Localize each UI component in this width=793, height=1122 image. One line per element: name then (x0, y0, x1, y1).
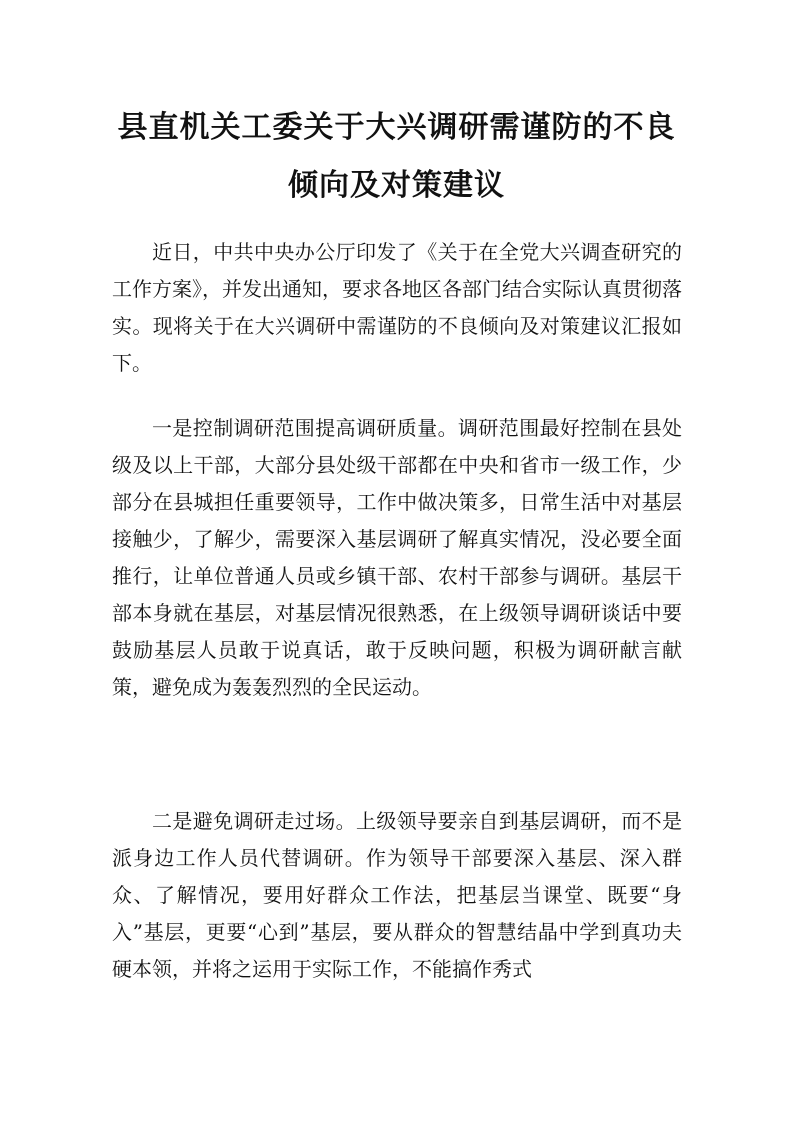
paragraph-intro (112, 234, 682, 382)
paragraph-text: 二是避免调研走过场。上级领导要亲自到基层调研，而不是派身边工作人员代替调研。作为领导干部要深入基层、深入群众、了解情况，要用好群众工作法，把基层当课堂、既要“身入”基层，更要“心到”基层，要从群众的智慧结晶中学到真功夫硬本领，并将之运用于实际工作，不能搞作秀式 (112, 809, 682, 981)
paragraph-point-one (112, 410, 682, 706)
document-title-line-1: 县直机关工委关于大兴调研需谨防的不良 (117, 110, 676, 145)
paragraph-text: 近日，中共中央办公厅印发了《关于在全党大兴调查研究的工作方案》，并发出通知，要求各地区各部门结合实际认真贯彻落实。现将关于在大兴调研中需谨防的不良倾向及对策建议汇报如下。 (112, 240, 682, 375)
paragraph-text: 一是控制调研范围提高调研质量。调研范围最好控制在县处级及以上干部，大部分县处级干部都在中央和省市一级工作，少部分在县城担任重要领导，工作中做决策多，日常生活中对基层接触少，了解少，需要深入基层调研了解真实情况，没必要全面推行，让单位普通人员或乡镇干部、农村干部参与调研。基层干部本身就在基层，对基层情况很熟悉，在上级领导调研谈话中要鼓励基层人员敢于说真话，敢于反映问题，积极为调研献言献策，避免成为轰轰烈烈的全民运动。 (112, 416, 682, 699)
document-title-line-2: 倾向及对策建议 (288, 168, 505, 203)
paragraph-point-two (112, 803, 682, 988)
